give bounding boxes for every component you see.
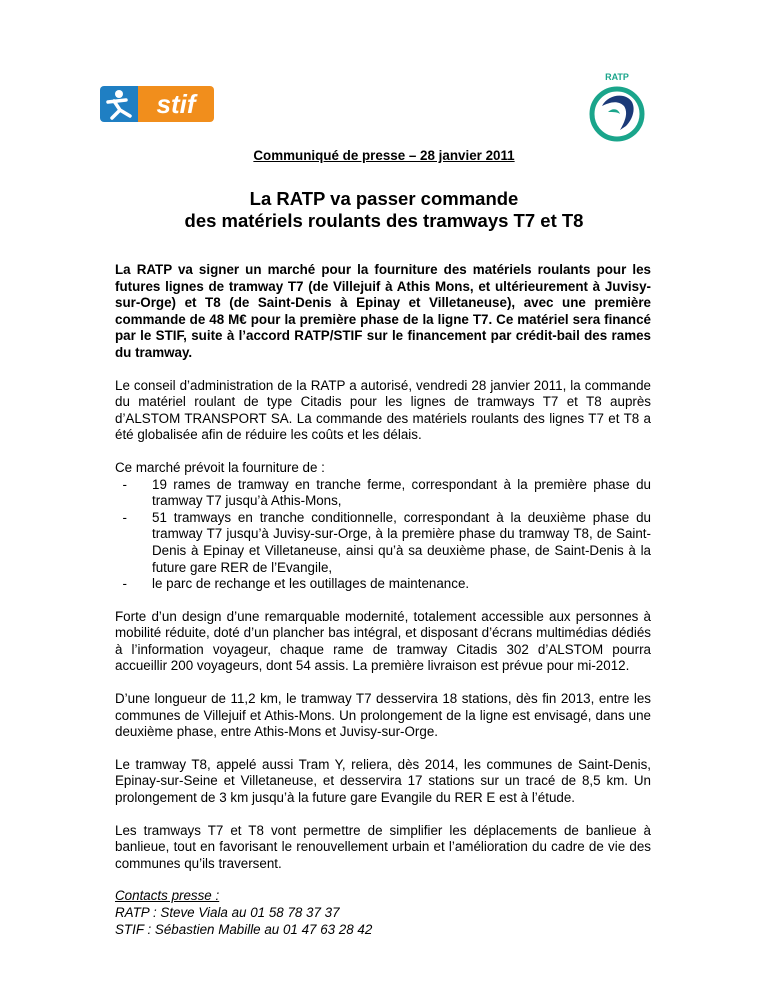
- list-item-text: 19 rames de tramway en tranche ferme, correspondant à la première phase du tramway T7 jusqu’à Athis-Mons,: [152, 476, 651, 509]
- list-dash: -: [122, 576, 127, 592]
- paragraph-board-decision: Le conseil d’administration de la RATP a autorisé, vendredi 28 janvier 2011, la commande du matériel roulant de type Citadis pour les lignes de tramways T7 et T8 auprès d’ALSTOM TRANSPORT SA. La commande des matériels roulants des lignes T7 et T8 a été globalisée afin de réduire les coûts et les délais.: [115, 377, 651, 443]
- list-dash: -: [122, 476, 127, 492]
- supply-list: [115, 477, 651, 593]
- page-title: [0, 188, 768, 232]
- article-body: [115, 262, 651, 938]
- paragraph-t8: Le tramway T8, appelé aussi Tram Y, reliera, dès 2014, les communes de Saint-Denis, Epinay-sur-Seine et Villetaneuse, et desservira 17 stations sur un tracé de 8,5 km. Un prolongement de 3 km jusqu’à la future gare Evangile du RER E est à l’étude.: [115, 756, 651, 806]
- list-item-text: le parc de rechange et les outillages de maintenance.: [152, 576, 470, 592]
- list-item: [115, 477, 651, 510]
- title-line-1: La RATP va passer commande: [249, 188, 519, 209]
- stif-logo-text: stif: [156, 89, 196, 119]
- lead-paragraph: La RATP va signer un marché pour la fourniture des matériels roulants pour les futures lignes de tramway T7 (de Villejuif à Athis Mons, et ultérieurement à Juvisy-sur-Orge) et T8 (de Saint-Denis à Epinay et Villetaneuse), avec une première commande de 48 M€ pour la première phase de la ligne T7. Ce matériel sera financé par le STIF, suite à l’accord RATP/STIF sur le financement par crédit-bail des rames du tramway.: [115, 262, 651, 360]
- paragraph-design: Forte d’un design d’une remarquable modernité, totalement accessible aux personnes à mobilité réduite, doté d’un plancher bas intégral, et disposant d’écrans multimédias dédiés à l’information voyageur, chaque rame de tramway Citadis 302 d’ALSTOM pourra accueillir 200 voyageurs, dont 54 assis. La première livraison est prévue pour mi-2012.: [115, 608, 651, 674]
- contacts-heading: Contacts presse :: [115, 888, 220, 904]
- stif-logo: [100, 86, 214, 122]
- list-dash: -: [122, 509, 127, 525]
- ratp-logo-text: RATP: [605, 72, 629, 82]
- title-line-2: des matériels roulants des tramways T7 et T8: [184, 210, 584, 231]
- contact-stif: STIF : Sébastien Mabille au 01 47 63 28 42: [115, 921, 373, 937]
- contact-ratp: RATP : Steve Viala au 01 58 78 37 37: [115, 905, 340, 920]
- paragraph-conclusion: Les tramways T7 et T8 vont permettre de simplifier les déplacements de banlieue à banlieue, tout en favorisant le renouvellement urbain et l’amélioration du cadre de vie des communes qu’ils traversent.: [115, 822, 651, 871]
- press-contacts: [115, 888, 651, 938]
- press-release-date: Communiqué de presse – 28 janvier 2011: [253, 148, 515, 163]
- list-item: [115, 576, 651, 593]
- list-item: [115, 510, 651, 576]
- list-item-text: 51 tramways en tranche conditionnelle, correspondant à la deuxième phase du tramway T7 jusqu’à Juvisy-sur-Orge, à la première phase du tramway T8, de Saint-Denis à Epinay et Villetaneuse, ainsi qu’à sa deuxième phase, de Saint-Denis à la future gare RER de l’Evangile,: [152, 509, 651, 575]
- paragraph-t7: D’une longueur de 11,2 km, le tramway T7 desservira 18 stations, dès fin 2013, entre les communes de Villejuif et Athis-Mons. Un prolongement de la ligne est envisagé, dans une deuxième phase, entre Athis-Mons et Juvisy-sur-Orge.: [115, 691, 651, 740]
- list-intro: Ce marché prévoit la fourniture de :: [115, 459, 325, 475]
- ratp-logo: [582, 70, 652, 144]
